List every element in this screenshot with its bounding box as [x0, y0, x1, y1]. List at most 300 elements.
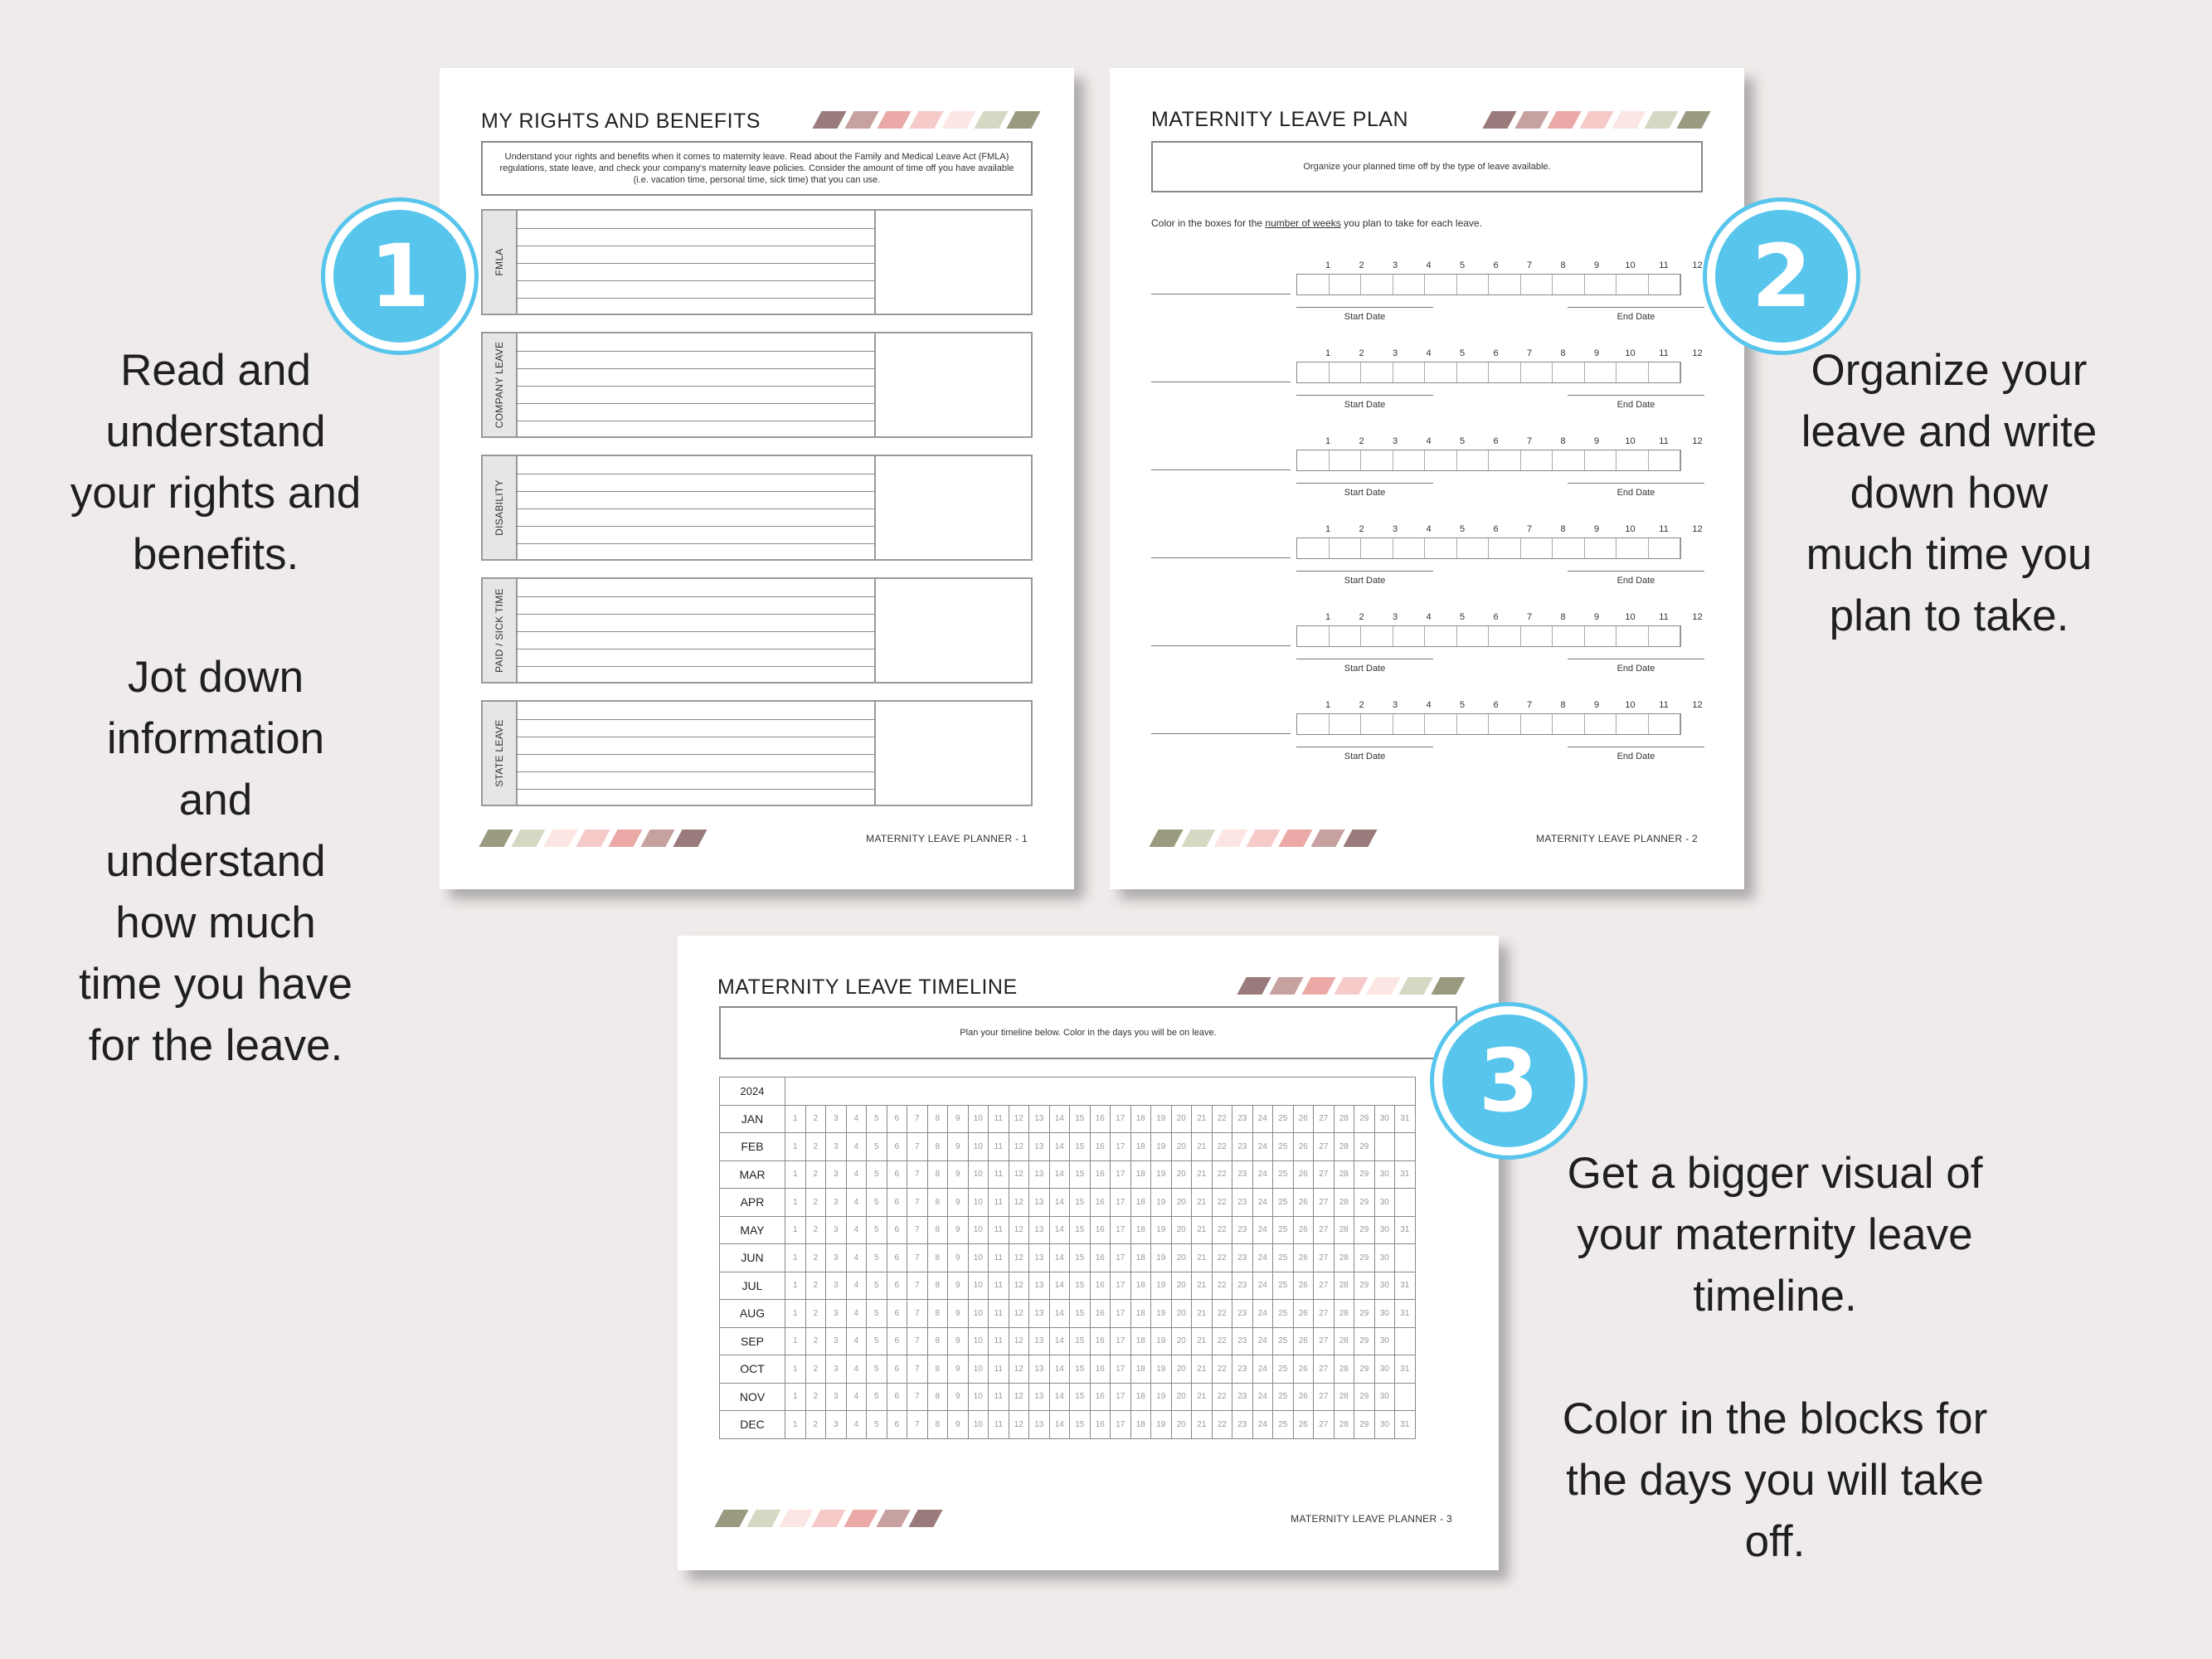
- day-cell[interactable]: 29: [1354, 1327, 1375, 1355]
- day-cell[interactable]: 13: [1029, 1272, 1050, 1300]
- day-cell[interactable]: 29: [1354, 1133, 1375, 1161]
- day-cell[interactable]: 15: [1070, 1327, 1091, 1355]
- leave-type-line[interactable]: [1151, 733, 1291, 734]
- day-cell[interactable]: 23: [1232, 1327, 1253, 1355]
- day-cell[interactable]: 15: [1070, 1189, 1091, 1217]
- day-cell[interactable]: 26: [1293, 1244, 1314, 1272]
- day-cell[interactable]: 21: [1192, 1300, 1213, 1328]
- day-cell[interactable]: 10: [968, 1160, 989, 1189]
- week-box[interactable]: [1489, 275, 1521, 294]
- day-cell[interactable]: 18: [1130, 1355, 1151, 1384]
- day-cell[interactable]: 1: [785, 1272, 806, 1300]
- week-box[interactable]: [1393, 362, 1426, 382]
- week-box[interactable]: [1330, 714, 1362, 734]
- day-cell[interactable]: 13: [1029, 1300, 1050, 1328]
- day-cell[interactable]: 9: [948, 1355, 969, 1384]
- week-box[interactable]: [1425, 714, 1457, 734]
- day-cell[interactable]: 24: [1252, 1189, 1273, 1217]
- week-box[interactable]: [1361, 626, 1393, 646]
- day-cell[interactable]: 21: [1192, 1160, 1213, 1189]
- day-cell[interactable]: 4: [846, 1105, 867, 1133]
- week-box[interactable]: [1330, 626, 1362, 646]
- day-cell[interactable]: 5: [867, 1189, 887, 1217]
- day-cell[interactable]: 26: [1293, 1105, 1314, 1133]
- day-cell[interactable]: 30: [1374, 1160, 1395, 1189]
- day-cell[interactable]: 6: [887, 1411, 907, 1439]
- day-cell[interactable]: 11: [989, 1160, 1009, 1189]
- day-cell[interactable]: 17: [1111, 1105, 1131, 1133]
- notes-box[interactable]: [876, 333, 1031, 436]
- day-cell[interactable]: 7: [907, 1300, 928, 1328]
- day-cell[interactable]: 4: [846, 1383, 867, 1411]
- day-cell[interactable]: 12: [1009, 1160, 1029, 1189]
- week-box[interactable]: [1425, 538, 1457, 558]
- day-cell[interactable]: 3: [826, 1244, 847, 1272]
- end-date-line[interactable]: [1568, 571, 1704, 572]
- day-cell[interactable]: 14: [1049, 1300, 1070, 1328]
- start-date-line[interactable]: [1296, 483, 1433, 484]
- day-cell[interactable]: 21: [1192, 1272, 1213, 1300]
- day-cell[interactable]: 13: [1029, 1383, 1050, 1411]
- day-cell[interactable]: 19: [1151, 1133, 1172, 1161]
- day-cell[interactable]: 9: [948, 1189, 969, 1217]
- day-cell[interactable]: 14: [1049, 1105, 1070, 1133]
- day-cell[interactable]: 10: [968, 1189, 989, 1217]
- day-cell[interactable]: 24: [1252, 1300, 1273, 1328]
- day-cell[interactable]: 12: [1009, 1300, 1029, 1328]
- day-cell[interactable]: 16: [1090, 1327, 1111, 1355]
- day-cell[interactable]: 23: [1232, 1383, 1253, 1411]
- day-cell[interactable]: 20: [1171, 1244, 1192, 1272]
- day-cell[interactable]: 23: [1232, 1105, 1253, 1133]
- week-box[interactable]: [1649, 362, 1681, 382]
- day-cell[interactable]: 26: [1293, 1272, 1314, 1300]
- day-cell[interactable]: 15: [1070, 1411, 1091, 1439]
- day-cell[interactable]: 3: [826, 1327, 847, 1355]
- day-cell[interactable]: 4: [846, 1300, 867, 1328]
- day-cell[interactable]: 8: [927, 1355, 948, 1384]
- day-cell[interactable]: 22: [1212, 1189, 1232, 1217]
- end-date-line[interactable]: [1568, 307, 1704, 308]
- week-box[interactable]: [1297, 626, 1330, 646]
- week-box[interactable]: [1649, 626, 1681, 646]
- day-cell[interactable]: 15: [1070, 1133, 1091, 1161]
- day-cell[interactable]: 13: [1029, 1244, 1050, 1272]
- day-cell[interactable]: 12: [1009, 1272, 1029, 1300]
- day-cell[interactable]: 13: [1029, 1411, 1050, 1439]
- day-cell[interactable]: 23: [1232, 1411, 1253, 1439]
- day-cell[interactable]: 22: [1212, 1105, 1232, 1133]
- day-cell[interactable]: 19: [1151, 1160, 1172, 1189]
- day-cell[interactable]: 25: [1273, 1216, 1294, 1244]
- day-cell[interactable]: 10: [968, 1383, 989, 1411]
- day-cell[interactable]: 9: [948, 1300, 969, 1328]
- start-date-line[interactable]: [1296, 307, 1433, 308]
- week-box[interactable]: [1425, 362, 1457, 382]
- day-cell[interactable]: 1: [785, 1411, 806, 1439]
- day-cell[interactable]: 28: [1334, 1272, 1354, 1300]
- day-cell[interactable]: 3: [826, 1133, 847, 1161]
- day-cell[interactable]: 20: [1171, 1216, 1192, 1244]
- day-cell[interactable]: 1: [785, 1244, 806, 1272]
- day-cell[interactable]: 12: [1009, 1383, 1029, 1411]
- day-cell[interactable]: 21: [1192, 1383, 1213, 1411]
- day-cell[interactable]: 29: [1354, 1272, 1375, 1300]
- day-cell[interactable]: 18: [1130, 1411, 1151, 1439]
- day-cell[interactable]: 6: [887, 1300, 907, 1328]
- week-box[interactable]: [1553, 714, 1585, 734]
- day-cell[interactable]: 5: [867, 1411, 887, 1439]
- day-cell[interactable]: 31: [1395, 1105, 1416, 1133]
- day-cell[interactable]: 7: [907, 1216, 928, 1244]
- day-cell[interactable]: 12: [1009, 1244, 1029, 1272]
- week-box[interactable]: [1457, 275, 1490, 294]
- day-cell[interactable]: 8: [927, 1411, 948, 1439]
- day-cell[interactable]: 3: [826, 1216, 847, 1244]
- day-cell[interactable]: 18: [1130, 1300, 1151, 1328]
- day-cell[interactable]: 15: [1070, 1355, 1091, 1384]
- day-cell[interactable]: 10: [968, 1133, 989, 1161]
- day-cell[interactable]: 7: [907, 1355, 928, 1384]
- day-cell[interactable]: 28: [1334, 1355, 1354, 1384]
- day-cell[interactable]: 26: [1293, 1327, 1314, 1355]
- day-cell[interactable]: 14: [1049, 1355, 1070, 1384]
- day-cell[interactable]: 14: [1049, 1272, 1070, 1300]
- week-box[interactable]: [1361, 275, 1393, 294]
- week-box[interactable]: [1297, 362, 1330, 382]
- day-cell[interactable]: 28: [1334, 1105, 1354, 1133]
- day-cell[interactable]: 12: [1009, 1411, 1029, 1439]
- day-cell[interactable]: 11: [989, 1327, 1009, 1355]
- day-cell[interactable]: 19: [1151, 1383, 1172, 1411]
- week-box[interactable]: [1553, 362, 1585, 382]
- day-cell[interactable]: 26: [1293, 1189, 1314, 1217]
- day-cell[interactable]: 18: [1130, 1244, 1151, 1272]
- week-box[interactable]: [1489, 714, 1521, 734]
- day-cell[interactable]: 19: [1151, 1327, 1172, 1355]
- day-cell[interactable]: 9: [948, 1327, 969, 1355]
- day-cell[interactable]: 8: [927, 1383, 948, 1411]
- day-cell[interactable]: 8: [927, 1160, 948, 1189]
- start-date-line[interactable]: [1296, 395, 1433, 396]
- day-cell[interactable]: 23: [1232, 1272, 1253, 1300]
- day-cell[interactable]: 31: [1395, 1411, 1416, 1439]
- day-cell[interactable]: 1: [785, 1300, 806, 1328]
- week-box[interactable]: [1616, 714, 1649, 734]
- day-cell[interactable]: 5: [867, 1133, 887, 1161]
- week-box[interactable]: [1489, 626, 1521, 646]
- day-cell[interactable]: 2: [805, 1105, 826, 1133]
- day-cell[interactable]: 11: [989, 1244, 1009, 1272]
- day-cell[interactable]: 27: [1314, 1216, 1334, 1244]
- day-cell[interactable]: 29: [1354, 1383, 1375, 1411]
- day-cell[interactable]: 31: [1395, 1216, 1416, 1244]
- day-cell[interactable]: 26: [1293, 1216, 1314, 1244]
- day-cell[interactable]: 20: [1171, 1411, 1192, 1439]
- notes-box[interactable]: [876, 579, 1031, 682]
- day-cell[interactable]: 18: [1130, 1327, 1151, 1355]
- day-cell[interactable]: 22: [1212, 1272, 1232, 1300]
- day-cell[interactable]: 26: [1293, 1300, 1314, 1328]
- day-cell[interactable]: 14: [1049, 1244, 1070, 1272]
- week-box[interactable]: [1553, 538, 1585, 558]
- day-cell[interactable]: 18: [1130, 1189, 1151, 1217]
- day-cell[interactable]: 14: [1049, 1327, 1070, 1355]
- writing-lines[interactable]: [516, 456, 876, 559]
- day-cell[interactable]: 12: [1009, 1355, 1029, 1384]
- day-cell[interactable]: 9: [948, 1411, 969, 1439]
- notes-box[interactable]: [876, 211, 1031, 314]
- day-cell[interactable]: 3: [826, 1189, 847, 1217]
- day-cell[interactable]: 24: [1252, 1244, 1273, 1272]
- day-cell[interactable]: 7: [907, 1383, 928, 1411]
- day-cell[interactable]: 11: [989, 1411, 1009, 1439]
- day-cell[interactable]: 10: [968, 1105, 989, 1133]
- day-cell[interactable]: 29: [1354, 1244, 1375, 1272]
- day-cell[interactable]: 27: [1314, 1189, 1334, 1217]
- day-cell[interactable]: 16: [1090, 1189, 1111, 1217]
- day-cell[interactable]: 27: [1314, 1244, 1334, 1272]
- day-cell[interactable]: 30: [1374, 1411, 1395, 1439]
- day-cell[interactable]: 7: [907, 1244, 928, 1272]
- day-cell[interactable]: 22: [1212, 1327, 1232, 1355]
- day-cell[interactable]: 8: [927, 1133, 948, 1161]
- day-cell[interactable]: 25: [1273, 1272, 1294, 1300]
- day-cell[interactable]: 25: [1273, 1105, 1294, 1133]
- day-cell[interactable]: 24: [1252, 1105, 1273, 1133]
- notes-box[interactable]: [876, 456, 1031, 559]
- day-cell[interactable]: 30: [1374, 1244, 1395, 1272]
- day-cell[interactable]: 8: [927, 1105, 948, 1133]
- day-cell[interactable]: 10: [968, 1216, 989, 1244]
- day-cell[interactable]: 17: [1111, 1189, 1131, 1217]
- day-cell[interactable]: 9: [948, 1272, 969, 1300]
- day-cell[interactable]: 11: [989, 1383, 1009, 1411]
- day-cell[interactable]: 9: [948, 1216, 969, 1244]
- start-date-line[interactable]: [1296, 571, 1433, 572]
- day-cell[interactable]: 11: [989, 1216, 1009, 1244]
- day-cell[interactable]: 8: [927, 1244, 948, 1272]
- day-cell[interactable]: 16: [1090, 1244, 1111, 1272]
- day-cell[interactable]: 3: [826, 1272, 847, 1300]
- day-cell[interactable]: 9: [948, 1160, 969, 1189]
- day-cell[interactable]: 23: [1232, 1244, 1253, 1272]
- day-cell[interactable]: 10: [968, 1355, 989, 1384]
- day-cell[interactable]: 28: [1334, 1411, 1354, 1439]
- day-cell[interactable]: 5: [867, 1355, 887, 1384]
- day-cell[interactable]: 20: [1171, 1300, 1192, 1328]
- week-box[interactable]: [1649, 450, 1681, 470]
- day-cell[interactable]: 5: [867, 1300, 887, 1328]
- day-cell[interactable]: 26: [1293, 1160, 1314, 1189]
- day-cell[interactable]: 15: [1070, 1216, 1091, 1244]
- day-cell[interactable]: 12: [1009, 1216, 1029, 1244]
- day-cell[interactable]: 17: [1111, 1160, 1131, 1189]
- day-cell[interactable]: 4: [846, 1272, 867, 1300]
- week-box[interactable]: [1489, 362, 1521, 382]
- day-cell[interactable]: 20: [1171, 1272, 1192, 1300]
- day-cell[interactable]: 30: [1374, 1216, 1395, 1244]
- day-cell[interactable]: 28: [1334, 1216, 1354, 1244]
- day-cell[interactable]: 27: [1314, 1300, 1334, 1328]
- day-cell[interactable]: 1: [785, 1189, 806, 1217]
- day-cell[interactable]: 3: [826, 1160, 847, 1189]
- day-cell[interactable]: 14: [1049, 1160, 1070, 1189]
- day-cell[interactable]: 20: [1171, 1189, 1192, 1217]
- week-box[interactable]: [1297, 714, 1330, 734]
- day-cell[interactable]: 3: [826, 1355, 847, 1384]
- day-cell[interactable]: 24: [1252, 1160, 1273, 1189]
- week-box[interactable]: [1521, 362, 1553, 382]
- day-cell[interactable]: 11: [989, 1105, 1009, 1133]
- day-cell[interactable]: 25: [1273, 1189, 1294, 1217]
- day-cell[interactable]: 30: [1374, 1355, 1395, 1384]
- day-cell[interactable]: 7: [907, 1189, 928, 1217]
- day-cell[interactable]: 5: [867, 1244, 887, 1272]
- day-cell[interactable]: 25: [1273, 1133, 1294, 1161]
- end-date-line[interactable]: [1568, 395, 1704, 396]
- day-cell[interactable]: 30: [1374, 1272, 1395, 1300]
- day-cell[interactable]: 9: [948, 1105, 969, 1133]
- day-cell[interactable]: 29: [1354, 1216, 1375, 1244]
- week-box[interactable]: [1585, 538, 1617, 558]
- day-cell[interactable]: 19: [1151, 1355, 1172, 1384]
- day-cell[interactable]: 31: [1395, 1272, 1416, 1300]
- day-cell[interactable]: 17: [1111, 1383, 1131, 1411]
- day-cell[interactable]: 1: [785, 1105, 806, 1133]
- day-cell[interactable]: 21: [1192, 1189, 1213, 1217]
- day-cell[interactable]: 21: [1192, 1216, 1213, 1244]
- day-cell[interactable]: 24: [1252, 1327, 1273, 1355]
- day-cell[interactable]: 19: [1151, 1411, 1172, 1439]
- week-box[interactable]: [1297, 450, 1330, 470]
- writing-lines[interactable]: [516, 702, 876, 805]
- day-cell[interactable]: 27: [1314, 1383, 1334, 1411]
- day-cell[interactable]: 1: [785, 1133, 806, 1161]
- day-cell[interactable]: 31: [1395, 1300, 1416, 1328]
- day-cell[interactable]: 15: [1070, 1383, 1091, 1411]
- day-cell[interactable]: 17: [1111, 1411, 1131, 1439]
- day-cell[interactable]: 10: [968, 1244, 989, 1272]
- week-box[interactable]: [1393, 714, 1426, 734]
- leave-type-line[interactable]: [1151, 557, 1291, 558]
- day-cell[interactable]: 6: [887, 1105, 907, 1133]
- day-cell[interactable]: 25: [1273, 1383, 1294, 1411]
- day-cell[interactable]: 19: [1151, 1216, 1172, 1244]
- day-cell[interactable]: 11: [989, 1300, 1009, 1328]
- day-cell[interactable]: 5: [867, 1216, 887, 1244]
- day-cell[interactable]: 4: [846, 1189, 867, 1217]
- day-cell[interactable]: 1: [785, 1160, 806, 1189]
- day-cell[interactable]: 23: [1232, 1216, 1253, 1244]
- day-cell[interactable]: 26: [1293, 1411, 1314, 1439]
- day-cell[interactable]: 30: [1374, 1105, 1395, 1133]
- week-box[interactable]: [1521, 450, 1553, 470]
- day-cell[interactable]: 28: [1334, 1189, 1354, 1217]
- day-cell[interactable]: 5: [867, 1160, 887, 1189]
- day-cell[interactable]: 30: [1374, 1300, 1395, 1328]
- day-cell[interactable]: 10: [968, 1272, 989, 1300]
- week-box[interactable]: [1616, 626, 1649, 646]
- day-cell[interactable]: 2: [805, 1244, 826, 1272]
- week-box[interactable]: [1297, 538, 1330, 558]
- week-box[interactable]: [1457, 362, 1490, 382]
- day-cell[interactable]: 1: [785, 1383, 806, 1411]
- day-cell[interactable]: 16: [1090, 1133, 1111, 1161]
- day-cell[interactable]: 13: [1029, 1133, 1050, 1161]
- week-box[interactable]: [1649, 714, 1681, 734]
- week-box[interactable]: [1649, 538, 1681, 558]
- day-cell[interactable]: 9: [948, 1133, 969, 1161]
- day-cell[interactable]: 14: [1049, 1133, 1070, 1161]
- notes-box[interactable]: [876, 702, 1031, 805]
- day-cell[interactable]: 9: [948, 1244, 969, 1272]
- day-cell[interactable]: 15: [1070, 1300, 1091, 1328]
- day-cell[interactable]: 18: [1130, 1160, 1151, 1189]
- day-cell[interactable]: 13: [1029, 1327, 1050, 1355]
- day-cell[interactable]: 23: [1232, 1133, 1253, 1161]
- day-cell[interactable]: 27: [1314, 1411, 1334, 1439]
- day-cell[interactable]: 21: [1192, 1355, 1213, 1384]
- day-cell[interactable]: 14: [1049, 1189, 1070, 1217]
- day-cell[interactable]: 19: [1151, 1272, 1172, 1300]
- day-cell[interactable]: 9: [948, 1383, 969, 1411]
- day-cell[interactable]: 11: [989, 1272, 1009, 1300]
- day-cell[interactable]: 8: [927, 1189, 948, 1217]
- week-box[interactable]: [1457, 714, 1490, 734]
- day-cell[interactable]: 8: [927, 1216, 948, 1244]
- day-cell[interactable]: 21: [1192, 1411, 1213, 1439]
- day-cell[interactable]: 24: [1252, 1383, 1273, 1411]
- day-cell[interactable]: 11: [989, 1133, 1009, 1161]
- week-box[interactable]: [1361, 450, 1393, 470]
- day-cell[interactable]: 2: [805, 1133, 826, 1161]
- day-cell[interactable]: 24: [1252, 1355, 1273, 1384]
- day-cell[interactable]: 6: [887, 1383, 907, 1411]
- week-box[interactable]: [1425, 450, 1457, 470]
- day-cell[interactable]: 18: [1130, 1105, 1151, 1133]
- day-cell[interactable]: 15: [1070, 1244, 1091, 1272]
- week-box[interactable]: [1585, 450, 1617, 470]
- day-cell[interactable]: 27: [1314, 1133, 1334, 1161]
- day-cell[interactable]: 16: [1090, 1105, 1111, 1133]
- day-cell[interactable]: 17: [1111, 1327, 1131, 1355]
- week-box[interactable]: [1361, 538, 1393, 558]
- day-cell[interactable]: 4: [846, 1160, 867, 1189]
- day-cell[interactable]: 25: [1273, 1300, 1294, 1328]
- week-box[interactable]: [1361, 714, 1393, 734]
- day-cell[interactable]: 16: [1090, 1216, 1111, 1244]
- week-box[interactable]: [1585, 362, 1617, 382]
- day-cell[interactable]: 25: [1273, 1411, 1294, 1439]
- day-cell[interactable]: 27: [1314, 1355, 1334, 1384]
- week-box[interactable]: [1393, 538, 1426, 558]
- day-cell[interactable]: 25: [1273, 1244, 1294, 1272]
- day-cell[interactable]: 19: [1151, 1244, 1172, 1272]
- day-cell[interactable]: 2: [805, 1160, 826, 1189]
- day-cell[interactable]: 7: [907, 1272, 928, 1300]
- week-box[interactable]: [1361, 362, 1393, 382]
- day-cell[interactable]: 13: [1029, 1216, 1050, 1244]
- week-box[interactable]: [1425, 626, 1457, 646]
- week-box[interactable]: [1393, 626, 1426, 646]
- week-box[interactable]: [1521, 275, 1553, 294]
- day-cell[interactable]: 7: [907, 1133, 928, 1161]
- week-box[interactable]: [1489, 450, 1521, 470]
- day-cell[interactable]: 26: [1293, 1355, 1314, 1384]
- week-box[interactable]: [1330, 538, 1362, 558]
- day-cell[interactable]: 31: [1395, 1160, 1416, 1189]
